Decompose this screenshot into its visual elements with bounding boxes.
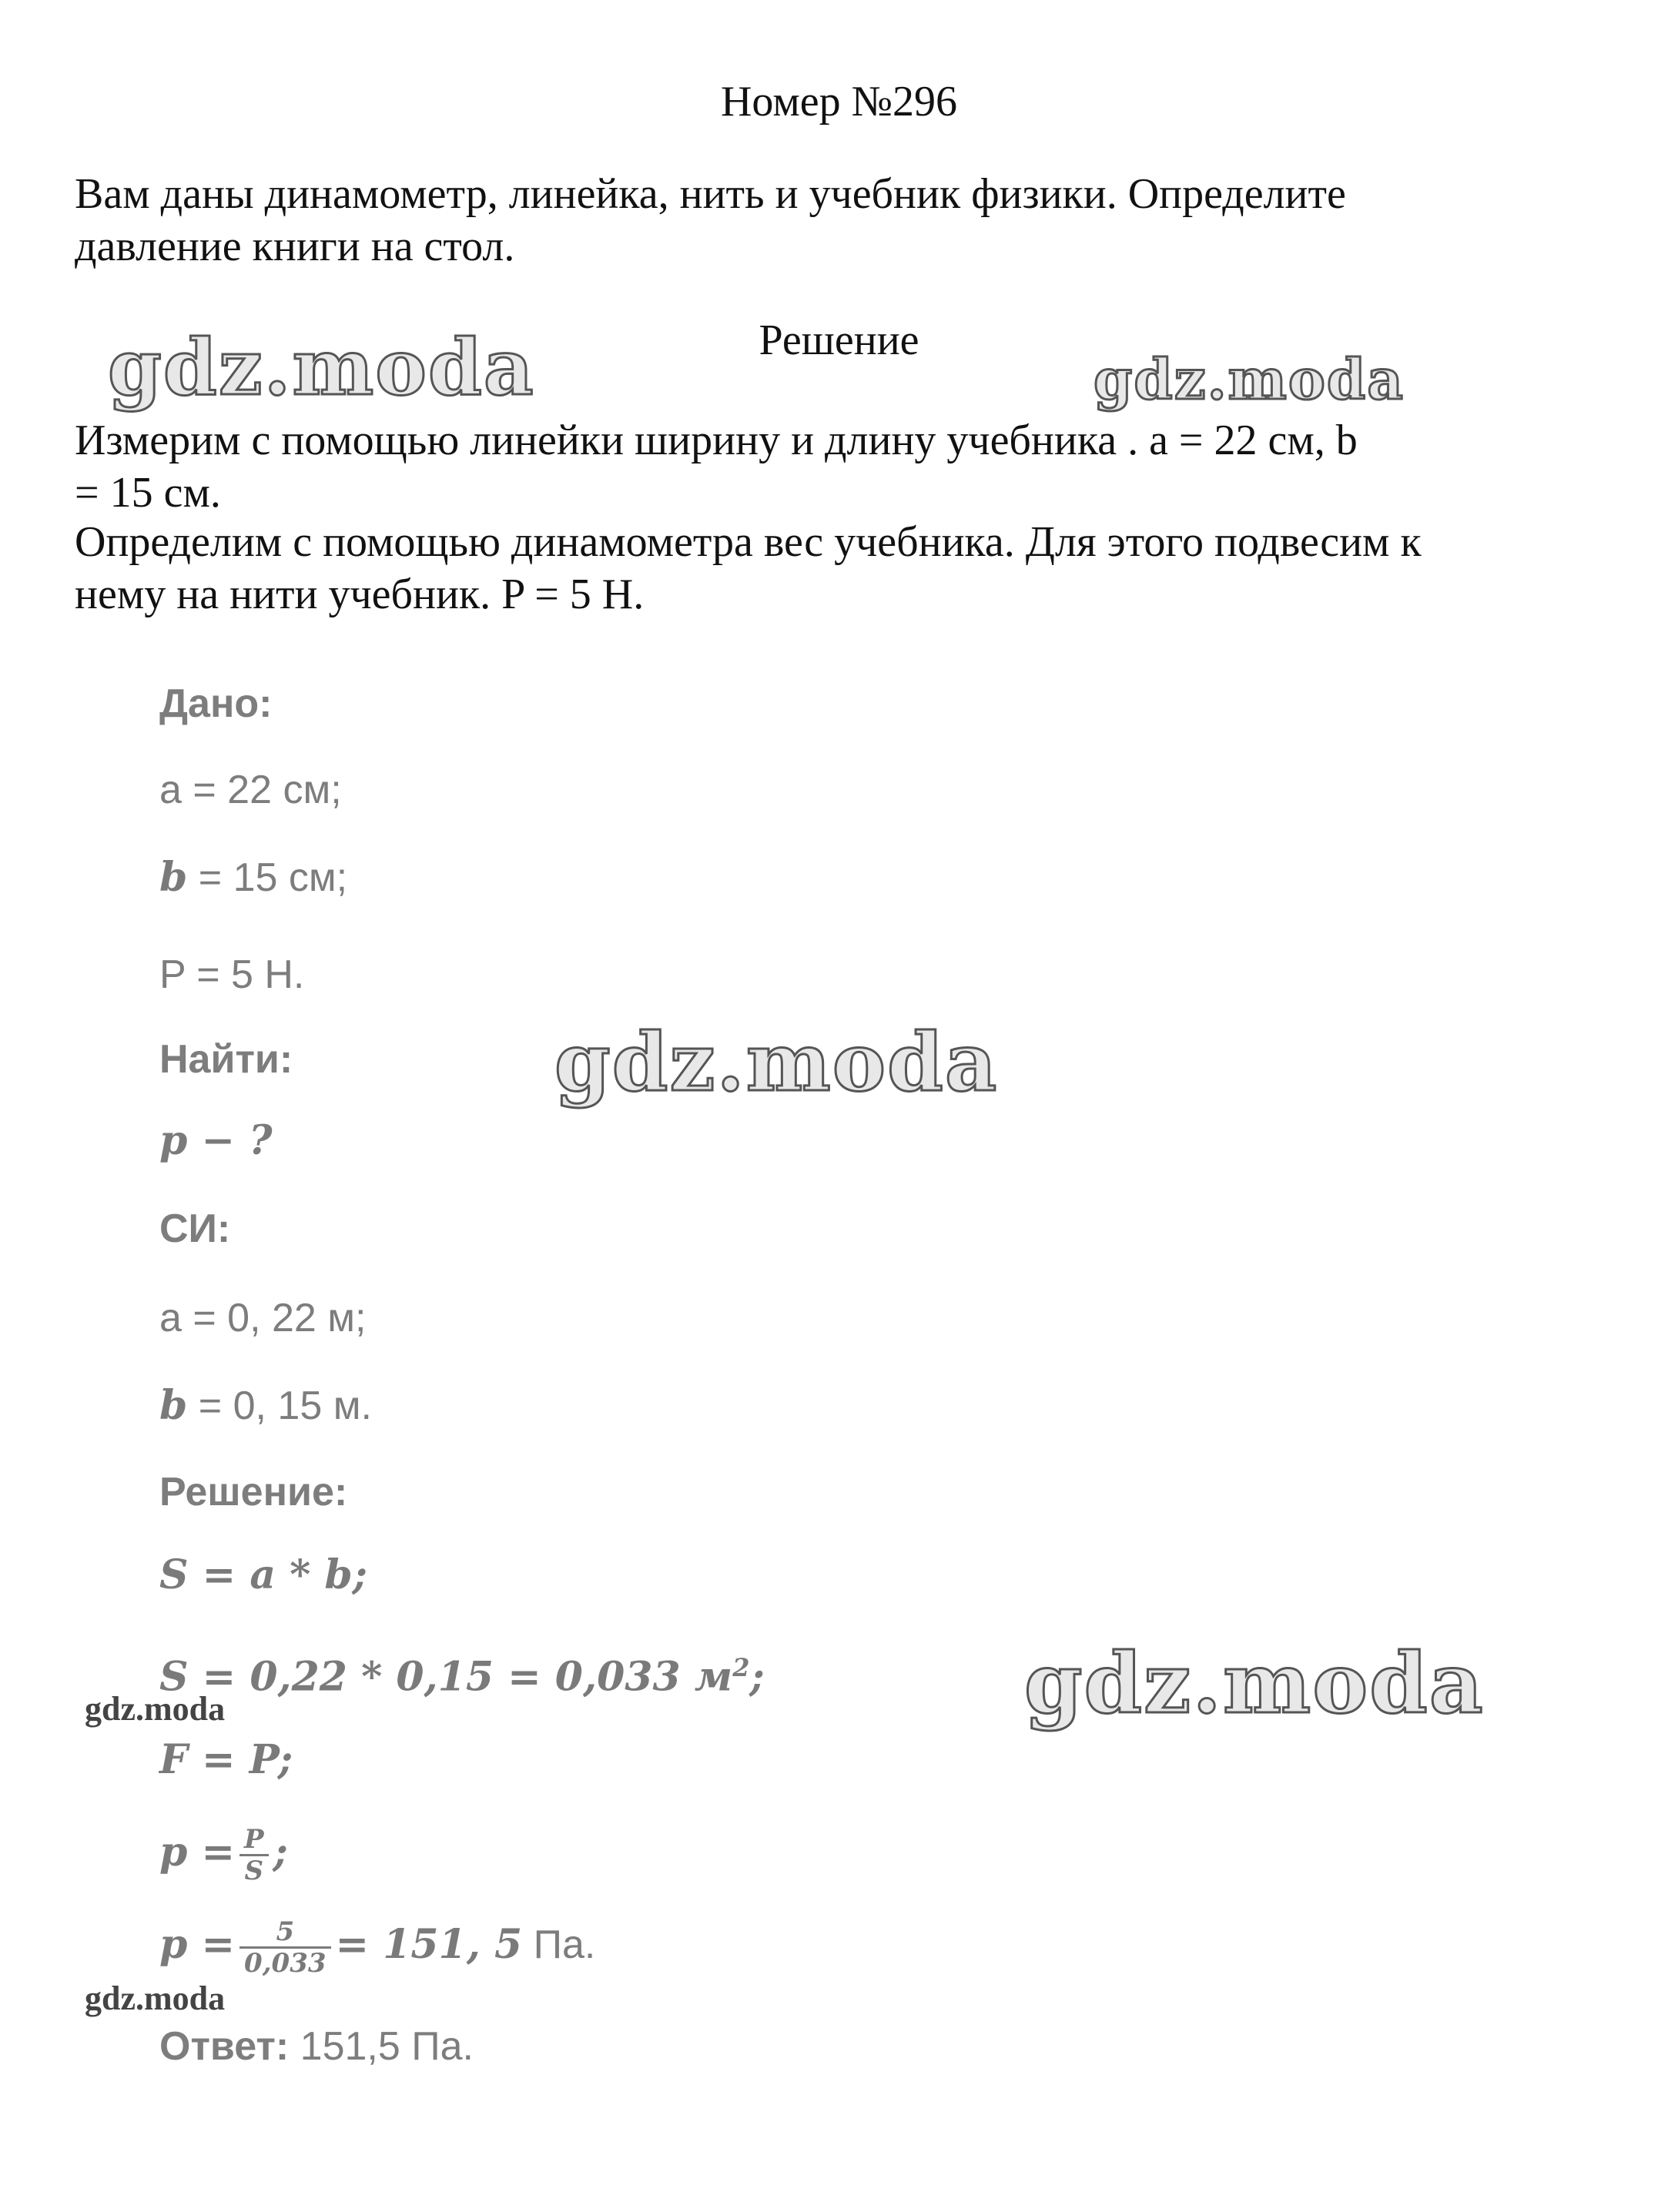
si-a: a = 0, 22 м;	[159, 1296, 367, 1340]
watermark-1: gdz.moda	[108, 322, 535, 413]
si-b-var: b	[159, 1382, 188, 1429]
eq5-unit: Па.	[522, 1923, 596, 1967]
eq4-denominator: S	[244, 1856, 264, 1886]
text-line-2: = 15 см.	[75, 469, 221, 517]
given-b	[159, 855, 347, 901]
watermark-2: gdz.moda	[1094, 346, 1405, 412]
eq5-fraction	[239, 1917, 330, 1978]
solution-label: Решение:	[159, 1470, 348, 1514]
equation-area: S = a * b;	[159, 1551, 367, 1598]
eq5-numerator: 5	[239, 1917, 330, 1949]
eq5-rhs: = 151, 5	[335, 1921, 523, 1968]
task-line-1: Вам даны динамометр, линейка, нить и учебник физики. Определите	[75, 170, 1346, 218]
find-label: Найти:	[159, 1037, 293, 1082]
answer	[159, 2023, 474, 2070]
solution-heading: Решение	[759, 316, 919, 364]
eq4-end: ;	[273, 1829, 288, 1876]
watermark-3: gdz.moda	[554, 1015, 999, 1109]
equation-pressure-value	[159, 1917, 595, 1978]
given-P: P = 5 Н.	[159, 952, 305, 997]
task-line-2: давление книги на стол.	[75, 223, 515, 270]
eq5-denominator: 0,033	[244, 1948, 327, 1979]
text-line-1: Измерим с помощью линейки ширину и длину учебника . a = 22 см, b	[75, 417, 1358, 464]
given-b-rest: = 15 см;	[187, 855, 348, 900]
answer-label: Ответ:	[159, 2024, 290, 2069]
eq4-fraction	[239, 1825, 269, 1886]
si-label: СИ:	[159, 1206, 231, 1251]
si-b-rest: = 0, 15 м.	[187, 1384, 372, 1428]
text-line-4: нему на нити учебник. P = 5 H.	[75, 571, 645, 618]
equation-force: F = P;	[159, 1736, 293, 1783]
given-a: a = 22 см;	[159, 768, 342, 812]
eq2-end: ;	[749, 1653, 765, 1701]
find-value: p − ?	[159, 1117, 273, 1164]
text-line-3: Определим с помощью динамометра вес учебника. Для этого подвесим к	[75, 518, 1422, 566]
watermark-4: gdz.moda	[1024, 1635, 1485, 1732]
si-b	[159, 1383, 372, 1429]
equation-area-value	[159, 1645, 765, 1700]
watermark-small-1: gdz.moda	[85, 1690, 226, 1728]
eq2-sup: 2	[732, 1653, 750, 1682]
eq2-main: S = 0,22 * 0,15 = 0,033 м	[159, 1653, 733, 1701]
eq5-lhs: p =	[159, 1921, 236, 1968]
answer-value: 151,5 Па.	[289, 2024, 474, 2069]
given-label: Дано:	[159, 681, 273, 726]
given-b-var: b	[159, 854, 188, 901]
eq4-numerator: P	[239, 1825, 269, 1856]
watermark-small-2: gdz.moda	[85, 1979, 226, 2017]
eq4-lhs: p =	[159, 1829, 236, 1876]
equation-pressure	[159, 1825, 288, 1886]
page-title: Номер №296	[720, 78, 958, 125]
